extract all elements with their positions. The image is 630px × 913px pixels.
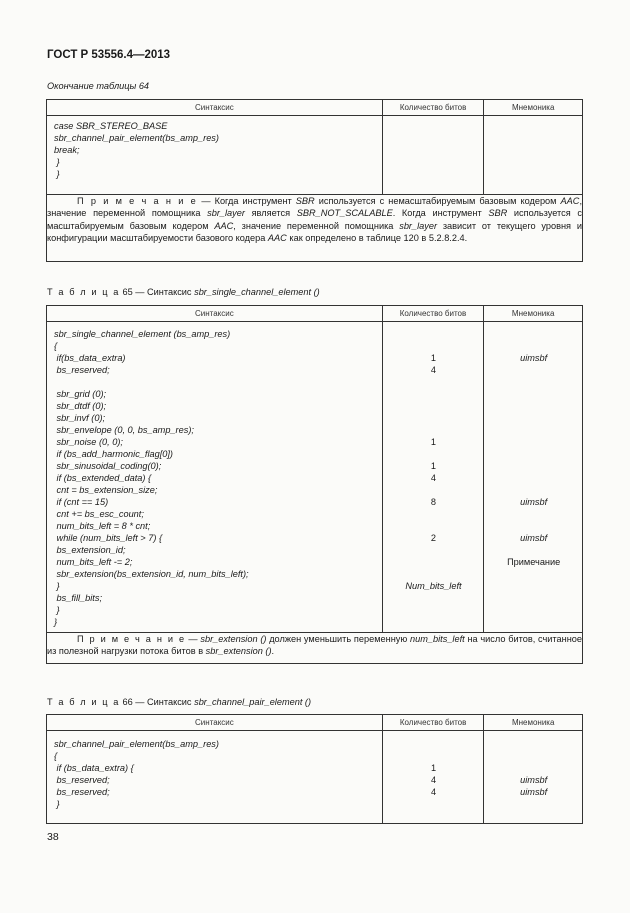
code-line: if (bs_data_extra) {	[54, 763, 134, 773]
table64-body-row	[47, 116, 583, 195]
mnemonic	[491, 412, 576, 424]
note-text: используется с немасштабируемым базовым кодером	[314, 196, 561, 206]
note-term: sbr_layer	[399, 220, 438, 231]
bit-count	[390, 544, 478, 556]
table66-code	[47, 731, 382, 814]
caption-label: Т а б л и ц а	[47, 697, 120, 707]
code-line: }	[54, 581, 60, 591]
code-line: }	[54, 605, 60, 615]
code-line: }	[54, 799, 60, 809]
bit-count	[390, 400, 478, 412]
page-number: 38	[47, 831, 59, 843]
code-line: if (bs_add_harmonic_flag[0])	[54, 449, 173, 459]
table66-body-row	[47, 731, 583, 824]
note-term: AAC	[267, 232, 287, 243]
mnemonic	[491, 798, 576, 810]
code-line: }	[54, 617, 58, 627]
table64	[46, 99, 583, 262]
table65-note-row	[47, 633, 583, 664]
code-line: while (num_bits_left > 7) {	[54, 533, 163, 543]
code-line: case SBR_STEREO_BASE	[54, 121, 168, 131]
header-bits: Количество битов	[382, 306, 484, 322]
code-line: bs_reserved;	[54, 787, 110, 797]
code-line: }	[54, 157, 60, 167]
note-text: — Когда инструмент	[197, 196, 296, 206]
note-text: является	[244, 208, 297, 219]
bit-count: 1	[430, 437, 437, 447]
mnemonic	[491, 738, 576, 750]
bit-count	[390, 424, 478, 436]
bit-count	[390, 340, 478, 352]
table66-syntax-cell	[47, 731, 383, 824]
note-text: , значение переменной помощника	[233, 220, 400, 231]
table66-caption	[47, 697, 311, 707]
bit-count: 1	[430, 353, 437, 363]
code-line: if (bs_extended_data) {	[54, 473, 152, 483]
header-mnemonic: Мнемоника	[484, 715, 583, 731]
note-text: —	[185, 634, 201, 644]
mnemonic	[491, 508, 576, 520]
bit-count	[390, 412, 478, 424]
note-term: SBR	[295, 196, 315, 206]
mnemonic	[491, 436, 576, 448]
table64-caption-text: Окончание таблицы 64	[47, 81, 150, 91]
note-term: sbr_extension ()	[205, 646, 272, 657]
table64-code	[47, 116, 382, 184]
bit-count	[390, 798, 478, 810]
code-line: sbr_grid (0);	[54, 389, 107, 399]
note-text: зависит от текущего уровня и конфигурации масштабируемости базового кодера	[47, 220, 582, 243]
caption-function: sbr_channel_pair_element ()	[194, 697, 312, 707]
bit-count: 2	[430, 533, 437, 543]
mnemonic: uimsbf	[520, 775, 548, 785]
mnemonic	[491, 376, 576, 388]
note-text: .	[271, 646, 275, 657]
note-text: , значение переменной помощника	[47, 196, 583, 219]
bit-count: 1	[430, 461, 437, 471]
bit-count	[390, 604, 478, 616]
header-mnemonic: Мнемоника	[484, 100, 583, 116]
bit-count: 1	[431, 763, 437, 773]
header-syntax: Синтаксис	[47, 100, 383, 116]
code-line: sbr_noise (0, 0);	[54, 437, 123, 447]
bit-count: 4	[431, 775, 437, 785]
table64-header-row	[47, 100, 583, 116]
table66	[46, 714, 583, 824]
code-line: {	[54, 341, 58, 351]
code-line: bs_reserved;	[54, 365, 110, 375]
header-mnemonic: Мнемоника	[484, 306, 583, 322]
table66-mnemonics	[484, 731, 582, 814]
code-line: if(bs_data_extra)	[54, 353, 126, 363]
code-line: bs_fill_bits;	[54, 593, 103, 603]
bit-count: Num_bits_left	[405, 581, 462, 591]
note-text: должен уменьшить переменную	[266, 634, 411, 644]
code-line: sbr_sinusoidal_coding(0);	[54, 461, 162, 471]
mnemonic	[491, 364, 576, 376]
note-text: используется с масштабируемым базовым кодером	[47, 208, 582, 231]
note-term: SBR_NOT_SCALABLE	[296, 208, 393, 219]
table65-mnemonic-cell	[484, 322, 583, 633]
table65-mnemonics	[484, 322, 582, 632]
mnemonic	[491, 616, 576, 628]
mnemonic	[491, 544, 576, 556]
header-syntax: Синтаксис	[47, 715, 383, 731]
code-line: }	[54, 169, 60, 179]
note-label: П р и м е ч а н и е	[77, 196, 198, 206]
note-term: AAC	[560, 196, 580, 206]
table65-syntax-cell	[47, 322, 383, 633]
bit-count	[390, 592, 478, 604]
code-line: sbr_envelope (0, 0, bs_amp_res);	[54, 425, 194, 435]
table65-body-row	[47, 322, 583, 633]
bit-count	[390, 738, 478, 750]
note-term: AAC	[214, 220, 234, 231]
code-line	[54, 376, 376, 388]
note-label: П р и м е ч а н и е	[77, 634, 186, 644]
note-text: как определено в таблице 120 в 5.2.8.2.4.	[286, 232, 468, 243]
caption-function: sbr_single_channel_element ()	[194, 287, 320, 297]
table65-bits	[383, 322, 484, 632]
code-line: bs_extension_id;	[54, 545, 126, 555]
table65-caption	[47, 287, 320, 297]
mnemonic	[491, 460, 576, 472]
code-line: sbr_extension(bs_extension_id, num_bits_left);	[54, 569, 249, 579]
mnemonic: uimsbf	[520, 533, 548, 543]
mnemonic	[491, 592, 576, 604]
mnemonic: uimsbf	[520, 787, 548, 797]
header-syntax: Синтаксис	[47, 306, 383, 322]
code-line: num_bits_left = 8 * cnt;	[54, 521, 151, 531]
table64-note-row	[47, 195, 583, 262]
table64-mnemonic-cell	[484, 116, 583, 195]
table65-header-row	[47, 306, 583, 322]
mnemonic	[491, 340, 576, 352]
table64-caption	[47, 81, 149, 91]
code-line: sbr_dtdf (0);	[54, 401, 107, 411]
mnemonic	[491, 604, 576, 616]
table65-bits-cell	[382, 322, 484, 633]
code-line: num_bits_left -= 2;	[54, 557, 133, 567]
note-term: sbr_extension ()	[200, 634, 267, 644]
table66-mnemonic-cell	[484, 731, 583, 824]
bit-count	[390, 376, 478, 388]
table65-note	[47, 633, 583, 664]
caption-text: 65 — Синтаксис	[119, 287, 195, 297]
note-term: SBR	[488, 208, 508, 219]
code-line: sbr_channel_pair_element(bs_amp_res)	[54, 739, 219, 749]
header-bits: Количество битов	[382, 715, 484, 731]
note-term: num_bits_left	[410, 634, 465, 644]
bit-count: 8	[430, 497, 437, 507]
mnemonic	[491, 750, 576, 762]
table66-bits	[383, 731, 484, 814]
document-header: ГОСТ Р 53556.4—2013	[47, 49, 171, 61]
bit-count: 4	[431, 787, 437, 797]
mnemonic	[491, 448, 576, 460]
bit-count	[390, 448, 478, 460]
caption-text: 66 — Синтаксис	[119, 697, 195, 707]
table64-syntax-cell	[47, 116, 383, 195]
mnemonic	[491, 762, 576, 774]
mnemonic	[491, 472, 576, 484]
bit-count: 4	[430, 365, 437, 375]
mnemonic	[491, 484, 576, 496]
code-line: sbr_single_channel_element (bs_amp_res)	[54, 329, 231, 339]
table66-header-row	[47, 715, 583, 731]
bit-count	[390, 508, 478, 520]
code-line: sbr_channel_pair_element(bs_amp_res)	[54, 133, 219, 143]
table64-note	[47, 195, 583, 262]
code-line: {	[54, 751, 58, 761]
mnemonic	[491, 520, 576, 532]
code-line: bs_reserved;	[54, 775, 110, 785]
caption-label: Т а б л и ц а	[47, 287, 120, 297]
mnemonic: uimsbf	[520, 497, 548, 507]
table65-code	[47, 322, 382, 632]
mnemonic	[491, 388, 576, 400]
bit-count	[390, 484, 478, 496]
mnemonic: uimsbf	[520, 353, 548, 363]
table64-bits-cell	[382, 116, 484, 195]
mnemonic	[491, 424, 576, 436]
table66-bits-cell	[382, 731, 484, 824]
mnemonic	[491, 568, 576, 580]
code-line: sbr_invf (0);	[54, 413, 106, 423]
note-term: sbr_layer	[207, 208, 245, 219]
code-line: if (cnt == 15)	[54, 497, 109, 507]
bit-count	[390, 520, 478, 532]
note-text: на число битов, считанное из полезной нагрузки потока битов в	[47, 634, 583, 657]
bit-count	[390, 328, 478, 340]
bit-count	[390, 616, 478, 628]
note-text: . Когда инструмент	[392, 208, 489, 219]
mnemonic: Примечание	[507, 557, 561, 567]
bit-count	[390, 556, 478, 568]
bit-count: 4	[430, 473, 437, 483]
table65	[46, 305, 583, 664]
mnemonic	[491, 328, 576, 340]
code-line: cnt += bs_esc_count;	[54, 509, 144, 519]
mnemonic	[491, 580, 576, 592]
bit-count	[390, 568, 478, 580]
bit-count	[390, 388, 478, 400]
bit-count	[390, 750, 478, 762]
header-bits: Количество битов	[382, 100, 484, 116]
code-line: break;	[54, 145, 80, 155]
code-line: cnt = bs_extension_size;	[54, 485, 158, 495]
mnemonic	[491, 400, 576, 412]
